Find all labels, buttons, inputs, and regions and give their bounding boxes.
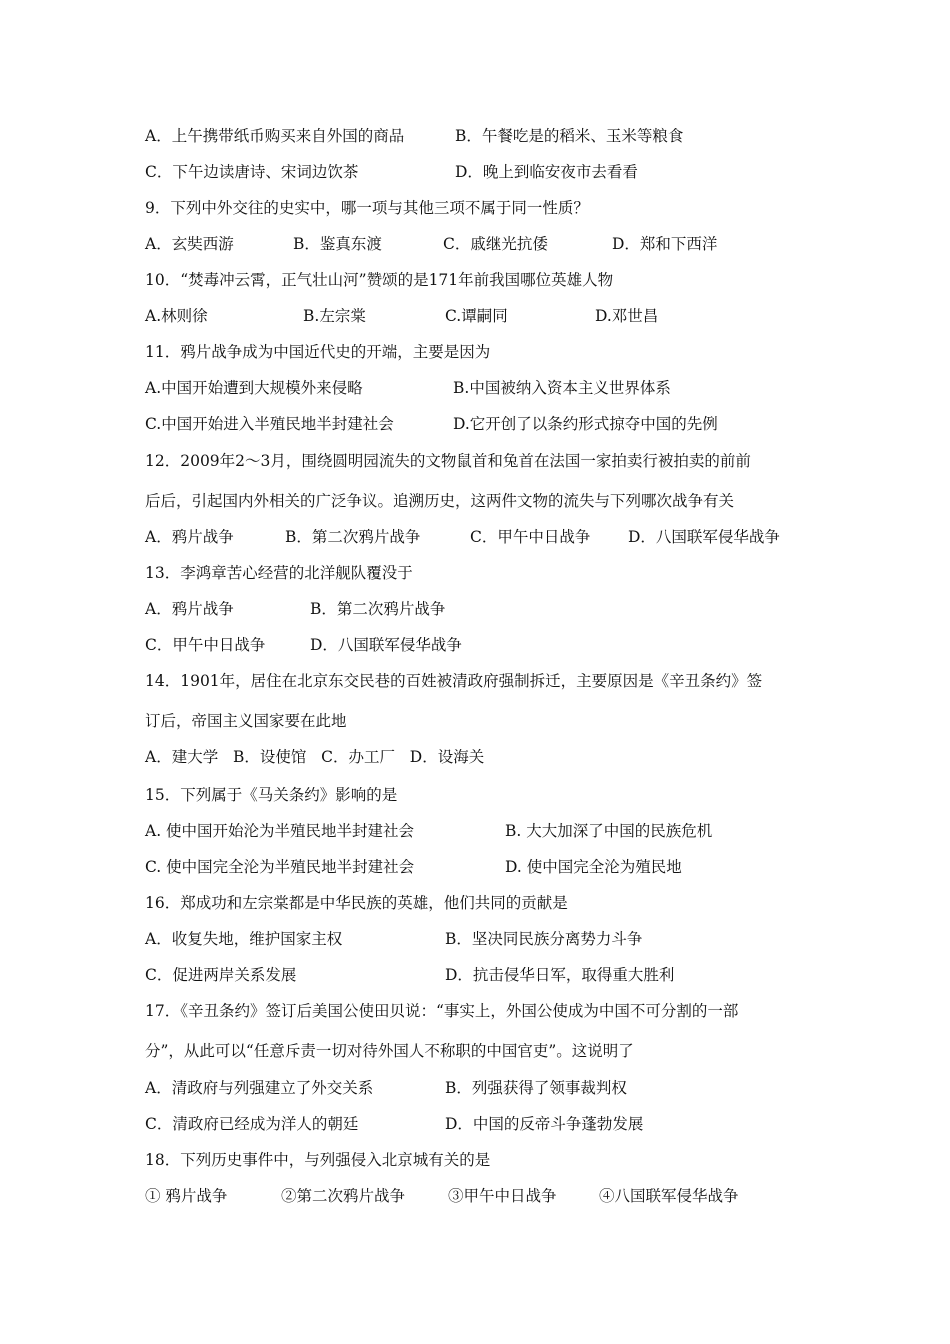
q16-option-d: D．抗击侵华日军，取得重大胜利 xyxy=(445,966,675,984)
q17-option-b: B．列强获得了领事裁判权 xyxy=(445,1079,627,1097)
q10-option-a: A.林则徐 xyxy=(145,307,208,325)
q13-option-c: C．甲午中日战争 xyxy=(145,636,266,654)
q12-stem-line1: 12．2009年2～3月，围绕圆明园流失的文物鼠首和兔首在法国一家拍卖行被拍卖的前前 xyxy=(145,452,751,470)
q12-stem-line2: 后后，引起国内外相关的广泛争议。追溯历史，这两件文物的流失与下列哪次战争有关 xyxy=(145,492,735,510)
q12-option-d: D．八国联军侵华战争 xyxy=(628,528,780,546)
q15-option-a: A. 使中国开始沦为半殖民地半封建社会 xyxy=(145,822,415,840)
q12-option-b: B．第二次鸦片战争 xyxy=(285,528,421,546)
q15-option-b: B. 大大加深了中国的民族危机 xyxy=(505,822,713,840)
q18-option-4: ④八国联军侵华战争 xyxy=(599,1187,739,1205)
q17-option-d: D．中国的反帝斗争蓬勃发展 xyxy=(445,1115,644,1133)
q16-option-b: B．坚决同民族分离势力斗争 xyxy=(445,930,643,948)
q11-option-c: C.中国开始进入半殖民地半封建社会 xyxy=(145,415,394,433)
q8-option-c: C．下午边读唐诗、宋词边饮茶 xyxy=(145,163,359,181)
q18-option-1: ① 鸦片战争 xyxy=(145,1187,228,1205)
q9-stem: 9．下列中外交往的史实中，哪一项与其他三项不属于同一性质？ xyxy=(145,199,589,217)
q11-option-a: A.中国开始遭到大规模外来侵略 xyxy=(145,379,363,397)
q9-option-d: D．郑和下西洋 xyxy=(612,235,718,253)
q10-option-c: C.谭嗣同 xyxy=(445,307,508,325)
q9-option-a: A．玄奘西游 xyxy=(145,235,234,253)
q10-option-b: B.左宗棠 xyxy=(303,307,366,325)
q13-stem: 13．李鸿章苦心经营的北洋舰队覆没于 xyxy=(145,564,413,582)
q12-option-c: C．甲午中日战争 xyxy=(470,528,591,546)
q11-option-b: B.中国被纳入资本主义世界体系 xyxy=(453,379,671,397)
q8-option-d: D．晚上到临安夜市去看看 xyxy=(455,163,638,181)
q18-option-3: ③甲午中日战争 xyxy=(448,1187,557,1205)
q9-option-b: B．鉴真东渡 xyxy=(293,235,382,253)
q15-option-c: C. 使中国完全沦为半殖民地半封建社会 xyxy=(145,858,415,876)
q17-stem-line1: 17．《辛丑条约》签订后美国公使田贝说：“事实上，外国公使成为中国不可分割的一部 xyxy=(145,1002,739,1020)
q13-option-d: D．八国联军侵华战争 xyxy=(310,636,462,654)
q17-option-a: A．清政府与列强建立了外交关系 xyxy=(145,1079,374,1097)
q16-option-c: C．促进两岸关系发展 xyxy=(145,966,297,984)
q13-option-b: B．第二次鸦片战争 xyxy=(310,600,446,618)
q8-option-b: B．午餐吃是的稻米、玉米等粮食 xyxy=(455,127,684,145)
q11-option-d: D.它开创了以条约形式掠夺中国的先例 xyxy=(453,415,718,433)
q17-option-c: C．清政府已经成为洋人的朝廷 xyxy=(145,1115,359,1133)
q15-stem: 15．下列属于《马关条约》影响的是 xyxy=(145,786,398,804)
q18-option-2: ②第二次鸦片战争 xyxy=(281,1187,406,1205)
q13-option-a: A．鸦片战争 xyxy=(145,600,234,618)
q8-option-a: A．上午携带纸币购买来自外国的商品 xyxy=(145,127,405,145)
q10-stem: 10．“焚毒冲云霄，正气壮山河”赞颂的是171年前我国哪位英雄人物 xyxy=(145,271,614,289)
q16-stem: 16．郑成功和左宗棠都是中华民族的英雄，他们共同的贡献是 xyxy=(145,894,568,912)
q16-option-a: A．收复失地，维护国家主权 xyxy=(145,930,343,948)
q14-stem-line2: 订后，帝国主义国家要在此地 xyxy=(145,712,347,730)
q18-stem: 18．下列历史事件中，与列强侵入北京城有关的是 xyxy=(145,1151,491,1169)
q17-stem-line2: 分”，从此可以“任意斥责一切对待外国人不称职的中国官吏”。这说明了 xyxy=(145,1042,634,1060)
q14-stem-line1: 14．1901年，居住在北京东交民巷的百姓被清政府强制拆迁，主要原因是《辛丑条约》签 xyxy=(145,672,763,690)
q9-option-c: C．戚继光抗倭 xyxy=(443,235,548,253)
q11-stem: 11．鸦片战争成为中国近代史的开端，主要是因为 xyxy=(145,343,491,361)
q12-option-a: A．鸦片战争 xyxy=(145,528,234,546)
q14-options: A．建大学 B．设使馆 C．办工厂 D．设海关 xyxy=(145,748,485,766)
q10-option-d: D.邓世昌 xyxy=(595,307,659,325)
q15-option-d: D. 使中国完全沦为殖民地 xyxy=(505,858,682,876)
